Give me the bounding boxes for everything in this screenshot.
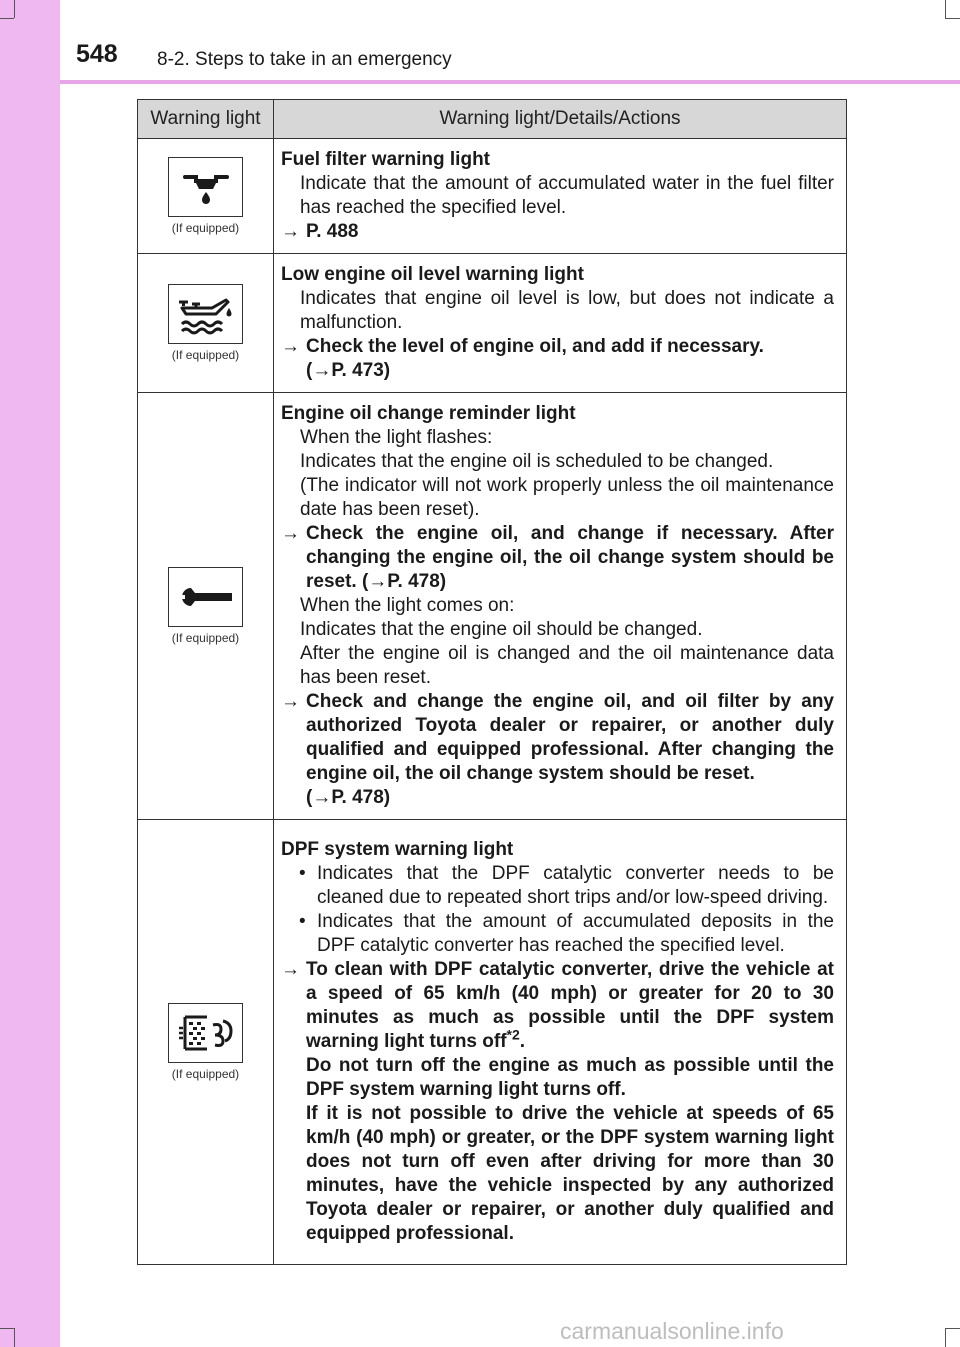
icon-cell [138, 139, 274, 254]
action-text [281, 690, 834, 786]
crop-mark [0, 18, 14, 19]
action-continuation: Do not turn off the engine as much as possible until the DPF system warning light turns off. [306, 1055, 834, 1100]
warning-light-icon-frame [168, 1003, 243, 1063]
watermark-text: carmanualsonline.info [560, 1318, 784, 1344]
fuel-filter-water-icon [181, 167, 231, 207]
icon-cell [138, 820, 274, 1265]
if-equipped-note: (If equipped) [171, 1067, 240, 1081]
table-row [138, 139, 847, 254]
action-text [281, 958, 834, 1054]
action-text [281, 335, 834, 359]
icon-cell [138, 254, 274, 393]
table-row [138, 254, 847, 393]
crop-mark [945, 1328, 946, 1347]
warning-title: Fuel filter warning light [281, 149, 490, 170]
bullet-item [281, 910, 834, 958]
arrow-glyph: → [281, 336, 300, 357]
action-instruction: Check and change the engine oil, and oil filter by any authorized Toyota dealer or repairer, or another duly qualified and equipped professional. After changing the engine oil, the oil change system should be reset. [306, 691, 834, 784]
description-cell [274, 254, 847, 393]
warning-title: DPF system warning light [281, 839, 514, 860]
description-text: When the light flashes: [300, 427, 493, 448]
description-text: Indicate that the amount of accumulated water in the fuel filter has reached the specified level. [300, 173, 834, 218]
column-header-details: Warning light/Details/Actions [274, 100, 847, 139]
description-text: When the light comes on: [300, 595, 515, 616]
description-text: (The indicator will not work properly unless the oil maintenance date has been reset). [300, 475, 834, 520]
warning-title: Engine oil change reminder light [281, 403, 576, 424]
crop-mark [0, 1328, 14, 1329]
arrow-glyph: → [281, 691, 300, 712]
if-equipped-note: (If equipped) [171, 348, 240, 362]
bullet-item [281, 862, 834, 910]
bullet-glyph: • [299, 863, 306, 884]
arrow-glyph: → [281, 523, 300, 544]
description-cell [274, 393, 847, 820]
page-sidebar-band [0, 0, 60, 1347]
table-header-row [138, 100, 847, 139]
page-number: 548 [76, 40, 118, 68]
crop-mark [945, 1328, 960, 1329]
footnote-marker: *2 [506, 1026, 520, 1043]
table-row [138, 393, 847, 820]
action-period: . [519, 1031, 526, 1052]
description-text: Indicates that engine oil level is low, but does not indicate a malfunction. [300, 288, 834, 333]
icon-cell [138, 393, 274, 820]
action-instruction: Check the engine oil, and change if necessary. After changing the engine oil, the oil change system should be reset. (→P. 478) [306, 523, 834, 592]
arrow-glyph: → [281, 959, 300, 980]
bullet-text: Indicates that the DPF catalytic converter needs to be cleaned due to repeated short trips and/or low-speed driving. [317, 863, 834, 908]
table-row [138, 820, 847, 1265]
bullet-glyph: • [299, 911, 306, 932]
crop-mark [945, 18, 960, 19]
dpf-icon [177, 1011, 235, 1055]
arrow-glyph: → [281, 221, 300, 242]
description-cell [274, 139, 847, 254]
warning-light-icon-frame [168, 157, 243, 217]
warning-title: Low engine oil level warning light [281, 264, 584, 285]
page-reference: (→P. 473) [306, 360, 391, 381]
crop-mark [14, 1328, 15, 1347]
action-text [281, 220, 834, 244]
page-reference: (→P. 478) [306, 787, 391, 808]
action-instruction: To clean with DPF catalytic converter, drive the vehicle at a speed of 65 km/h (40 mph) or greater for 20 to 30 minutes as much as possible until the DPF system warning light turns off [306, 959, 834, 1052]
description-text: Indicates that the engine oil should be changed. [300, 619, 703, 640]
bullet-text: Indicates that the amount of accumulated deposits in the DPF catalytic converter has reached the specified level. [317, 911, 834, 956]
warning-light-icon-frame [168, 567, 243, 627]
description-cell [274, 820, 847, 1265]
wrench-icon [177, 582, 235, 612]
header-rule [60, 80, 960, 84]
crop-mark [945, 0, 946, 18]
column-header-warning-light: Warning light [138, 100, 274, 139]
action-continuation: If it is not possible to drive the vehicle at speeds of 65 km/h (40 mph) or greater, or the DPF system warning light does not turn off even after driving for more than 30 minutes, have the vehicle inspected by any authorized Toyota dealer or repairer, or another duly qualified and equipped professional. [306, 1103, 834, 1244]
section-title: 8-2. Steps to take in an emergency [157, 49, 452, 70]
warning-light-icon-frame [168, 284, 243, 344]
action-instruction: Check the level of engine oil, and add if necessary. [306, 336, 764, 357]
page-reference: P. 488 [306, 221, 359, 242]
description-text: Indicates that the engine oil is scheduled to be changed. [300, 451, 774, 472]
if-equipped-note: (If equipped) [171, 221, 240, 235]
oil-level-icon [176, 292, 236, 336]
action-text [281, 522, 834, 594]
crop-mark [14, 0, 15, 18]
if-equipped-note: (If equipped) [171, 631, 240, 645]
warning-light-table [137, 99, 847, 1265]
description-text: After the engine oil is changed and the oil maintenance data has been reset. [300, 643, 834, 688]
